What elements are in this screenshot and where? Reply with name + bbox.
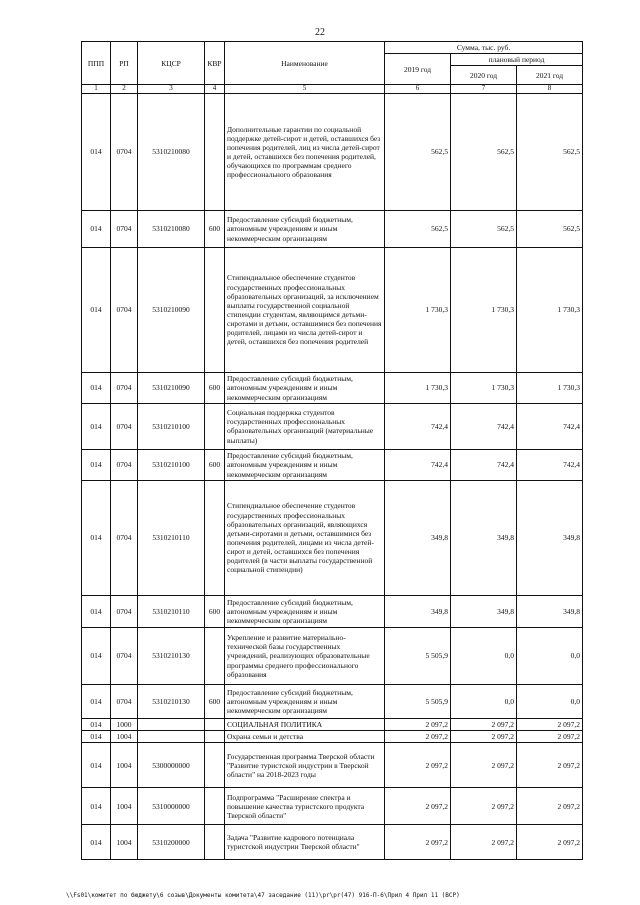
cell-2020: 2 097,2 [451,718,517,730]
cell-2020: 1 730,3 [451,372,517,403]
cell-rp: 1004 [111,825,138,860]
cell-ppp: 014 [82,718,111,730]
table-row [82,93,583,210]
table-row [82,684,583,718]
cell-2019: 2 097,2 [385,825,451,860]
cell-kvr [205,403,225,449]
column-number: 1 [82,85,111,94]
cell-2019: 1 730,3 [385,247,451,372]
cell-rp: 0704 [111,403,138,449]
cell-kvr [205,718,225,730]
cell-name: Стипендиальное обеспечение студентов государственных профессиональных образовательных организаций, за исключением выплаты государственной социальной стипендии студентам, являющимся детьми-сиротами и детьми, оставшимися без попечения родителей, лицами из числа детей-сирот и детей, оставшихся без попечения родителей [225,247,385,372]
cell-2020: 349,8 [451,480,517,595]
cell-2019: 5 505,9 [385,684,451,718]
column-number-row [82,85,583,94]
cell-rp: 1004 [111,731,138,743]
cell-ppp: 014 [82,210,111,247]
cell-2019: 349,8 [385,595,451,627]
table-row [82,595,583,627]
table-row [82,480,583,595]
cell-ppp: 014 [82,743,111,788]
cell-2021: 1 730,3 [517,247,583,372]
column-number: 5 [225,85,385,94]
header-rp: РП [111,42,138,85]
cell-rp: 0704 [111,684,138,718]
table-row [82,210,583,247]
cell-rp: 0704 [111,627,138,684]
cell-kvr: 600 [205,595,225,627]
cell-2021: 349,8 [517,480,583,595]
cell-kcsr: 5310210110 [138,595,205,627]
cell-2021: 349,8 [517,595,583,627]
cell-rp: 0704 [111,449,138,480]
cell-name: Подпрограмма "Расширение спектра и повышение качества туристского продукта Тверской области" [225,788,385,825]
cell-2020: 0,0 [451,627,517,684]
cell-2020: 0,0 [451,684,517,718]
cell-name: Охрана семьи и детства [225,731,385,743]
header-ppp: ППП [82,42,111,85]
cell-2021: 2 097,2 [517,743,583,788]
cell-rp: 1004 [111,788,138,825]
cell-2019: 562,5 [385,210,451,247]
cell-kcsr: 5310210090 [138,372,205,403]
header-2021: 2021 год [517,66,583,85]
cell-kvr [205,743,225,788]
cell-ppp: 014 [82,825,111,860]
cell-rp: 0704 [111,595,138,627]
cell-2021: 742,4 [517,449,583,480]
cell-rp: 1004 [111,743,138,788]
cell-name: Стипендиальное обеспечение студентов государственных профессиональных образовательных организаций, являющихся детьми-сиротами и детьми, оставшимися без попечения родителей, лицами из числа детей-сирот и детей, оставшихся без попечения родителей (в части выплаты государственной социальной стипендии) [225,480,385,595]
cell-kcsr: 5310210130 [138,684,205,718]
table-row [82,372,583,403]
cell-name: Предоставление субсидий бюджетным, автономным учреждениям и иным некоммерческим организациям [225,372,385,403]
cell-2019: 742,4 [385,403,451,449]
cell-kcsr [138,718,205,730]
cell-2021: 2 097,2 [517,731,583,743]
cell-ppp: 014 [82,372,111,403]
cell-ppp: 014 [82,480,111,595]
cell-kcsr: 5310210090 [138,247,205,372]
header-2020: 2020 год [451,66,517,85]
cell-kcsr: 5310210080 [138,210,205,247]
column-number: 8 [517,85,583,94]
cell-name: Задача "Развитие кадрового потенциала туристской индустрии Тверской области" [225,825,385,860]
cell-kcsr: 5310200000 [138,825,205,860]
cell-name: Предоставление субсидий бюджетным, автономным учреждениям и иным некоммерческим организациям [225,210,385,247]
cell-2021: 0,0 [517,684,583,718]
column-number: 7 [451,85,517,94]
page-number: 22 [315,27,325,38]
cell-2019: 5 505,9 [385,627,451,684]
cell-ppp: 014 [82,731,111,743]
table-row [82,627,583,684]
cell-kcsr: 5310210100 [138,449,205,480]
column-number: 4 [205,85,225,94]
cell-rp: 0704 [111,372,138,403]
header-name: Наименование [225,42,385,85]
cell-2020: 1 730,3 [451,247,517,372]
cell-2020: 349,8 [451,595,517,627]
cell-2020: 2 097,2 [451,731,517,743]
cell-kcsr: 5310210100 [138,403,205,449]
table-row [82,825,583,860]
cell-2019: 742,4 [385,449,451,480]
cell-kvr [205,825,225,860]
cell-2021: 0,0 [517,627,583,684]
cell-ppp: 014 [82,684,111,718]
table-header [82,42,583,94]
cell-2019: 562,5 [385,93,451,210]
cell-2021: 2 097,2 [517,788,583,825]
cell-name: СОЦИАЛЬНАЯ ПОЛИТИКА [225,718,385,730]
column-number: 3 [138,85,205,94]
cell-kcsr [138,731,205,743]
cell-kvr [205,480,225,595]
cell-name: Предоставление субсидий бюджетным, автономным учреждениям и иным некоммерческим организациям [225,595,385,627]
cell-ppp: 014 [82,93,111,210]
column-number: 2 [111,85,138,94]
cell-2019: 2 097,2 [385,788,451,825]
cell-kvr [205,247,225,372]
cell-kcsr: 5310000000 [138,788,205,825]
table-row [82,731,583,743]
cell-kvr [205,731,225,743]
table-row [82,718,583,730]
column-number: 6 [385,85,451,94]
cell-name: Государственная программа Тверской области "Развитие туристской индустрии в Тверской области" на 2018-2023 годы [225,743,385,788]
table-row [82,449,583,480]
header-plan-period: плановый период [451,54,583,66]
table-row [82,788,583,825]
cell-rp: 0704 [111,210,138,247]
cell-kvr [205,627,225,684]
cell-2020: 562,5 [451,210,517,247]
cell-ppp: 014 [82,788,111,825]
cell-name: Дополнительные гарантии по социальной поддержке детей-сирот и детей, оставшихся без попечения родителей, лиц из числа детей-сирот и детей, оставшихся без попечения родителей, обучающихся по программам среднего профессионального образования [225,93,385,210]
table-row [82,743,583,788]
header-2019: 2019 год [385,54,451,85]
cell-kcsr: 5310210130 [138,627,205,684]
header-sum: Сумма, тыс. руб. [385,42,583,54]
cell-2021: 1 730,3 [517,372,583,403]
cell-kcsr: 5300000000 [138,743,205,788]
cell-2020: 2 097,2 [451,825,517,860]
cell-2021: 2 097,2 [517,825,583,860]
cell-kvr: 600 [205,210,225,247]
cell-name: Укрепление и развитие материально-технической базы государственных учреждений, реализующих образовательные программы среднего профессионального образования [225,627,385,684]
table-body [82,93,583,859]
cell-rp: 0704 [111,93,138,210]
footer-file-path: \\Fs01\комитет по бюджету\6 созыв\Документы комитета\47 заседание (11)\pr\pr(47) 916-П-6\Прил 4 Прил 11 (ВСР) [66,892,460,899]
cell-kcsr: 5310210080 [138,93,205,210]
cell-2020: 2 097,2 [451,743,517,788]
cell-ppp: 014 [82,247,111,372]
cell-2019: 349,8 [385,480,451,595]
table-row [82,403,583,449]
cell-2019: 2 097,2 [385,743,451,788]
cell-ppp: 014 [82,627,111,684]
cell-2020: 2 097,2 [451,788,517,825]
table-row [82,247,583,372]
cell-ppp: 014 [82,403,111,449]
header-kcsr: КЦСР [138,42,205,85]
cell-ppp: 014 [82,595,111,627]
cell-2020: 742,4 [451,403,517,449]
cell-2020: 562,5 [451,93,517,210]
budget-table [81,41,583,860]
cell-name: Социальная поддержка студентов государственных профессиональных образовательных организаций (материальные выплаты) [225,403,385,449]
cell-2019: 2 097,2 [385,731,451,743]
cell-rp: 1000 [111,718,138,730]
cell-kcsr: 5310210110 [138,480,205,595]
cell-kvr: 600 [205,372,225,403]
cell-kvr [205,93,225,210]
cell-rp: 0704 [111,480,138,595]
cell-2021: 2 097,2 [517,718,583,730]
cell-2020: 742,4 [451,449,517,480]
cell-2021: 562,5 [517,93,583,210]
cell-kvr [205,788,225,825]
cell-kvr: 600 [205,449,225,480]
cell-2021: 742,4 [517,403,583,449]
cell-name: Предоставление субсидий бюджетным, автономным учреждениям и иным некоммерческим организациям [225,449,385,480]
cell-2019: 1 730,3 [385,372,451,403]
cell-kvr: 600 [205,684,225,718]
cell-2021: 562,5 [517,210,583,247]
header-kvr: КВР [205,42,225,85]
cell-ppp: 014 [82,449,111,480]
cell-name: Предоставление субсидий бюджетным, автономным учреждениям и иным некоммерческим организациям [225,684,385,718]
cell-rp: 0704 [111,247,138,372]
cell-2019: 2 097,2 [385,718,451,730]
